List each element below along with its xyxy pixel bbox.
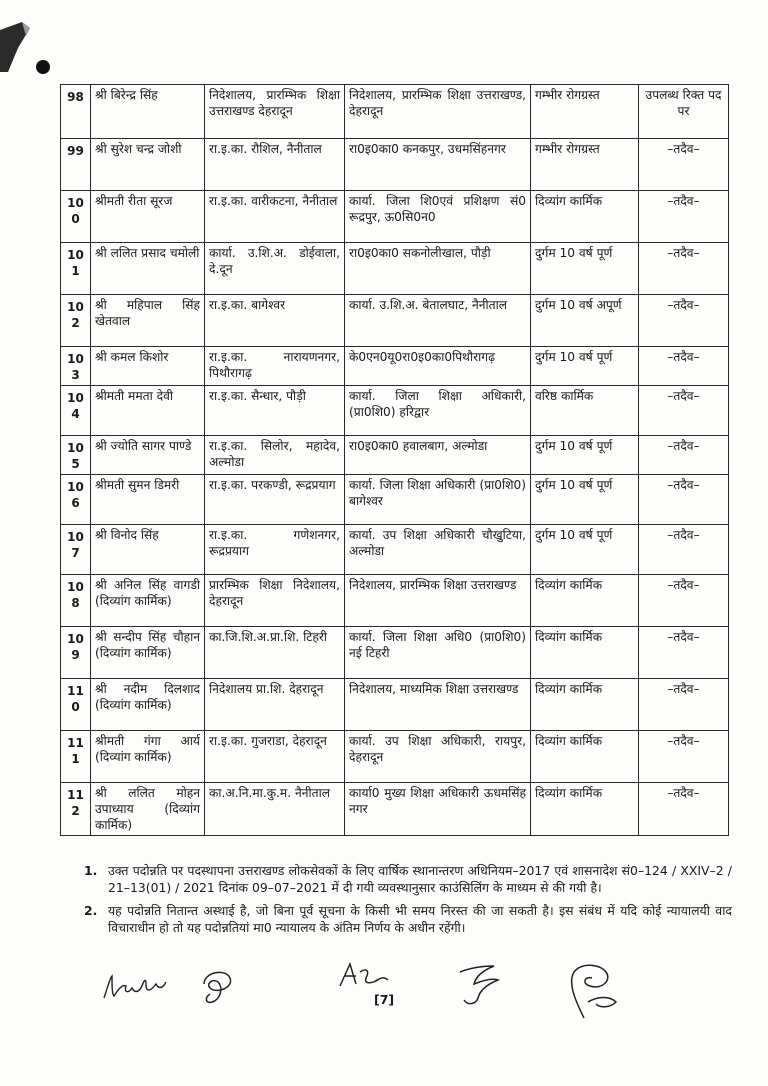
employee-name-cell: श्री ललित मोहन उपाध्याय (दिव्यांग कार्मिक) xyxy=(91,783,205,836)
remark-cell: –तदैव– xyxy=(639,475,729,525)
serial-number-cell: 101 xyxy=(61,243,91,295)
remark-cell: –तदैव– xyxy=(639,575,729,627)
torn-corner-mark xyxy=(0,22,40,72)
employee-name-cell: श्री नदीम दिलशाद (दिव्यांग कार्मिक) xyxy=(91,679,205,731)
signature-3 xyxy=(334,958,394,992)
employee-name-cell: श्री सुरेश चन्द्र जोशी xyxy=(91,139,205,191)
employee-name-cell: श्रीमती रीता सूरज xyxy=(91,191,205,243)
reason-cell: गम्भीर रोगग्रस्त xyxy=(531,85,639,139)
punch-hole xyxy=(36,60,50,74)
new-posting-cell: रा0इ0का0 सकनोलीखाल, पौड़ी xyxy=(345,243,531,295)
serial-number-cell: 102 xyxy=(61,295,91,347)
new-posting-cell: निदेशालय, माध्यमिक शिक्षा उत्तराखण्ड xyxy=(345,679,531,731)
signature-4 xyxy=(454,958,504,1012)
table-row xyxy=(61,139,729,191)
employee-name-cell: श्री ललित प्रसाद चमोली xyxy=(91,243,205,295)
signature-2 xyxy=(196,964,246,1008)
current-posting-cell: निदेशालय, प्रारम्भिक शिक्षा उत्तराखण्ड देहरादून xyxy=(205,85,345,139)
new-posting-cell: कार्या. उ.शि.अ. बेतालघाट, नैनीताल xyxy=(345,295,531,347)
current-posting-cell: रा.इ.का. गणेशनगर, रूद्रप्रयाग xyxy=(205,525,345,575)
serial-number-cell: 104 xyxy=(61,386,91,436)
new-posting-cell: कार्या. जिला शिक्षा अधिकारी, (प्रा0शि0) हरिद्वार xyxy=(345,386,531,436)
current-posting-cell: का.जि.शि.अ.प्रा.शि. टिहरी xyxy=(205,627,345,679)
current-posting-cell: रा.इ.का. वारीकटना, नैनीताल xyxy=(205,191,345,243)
table-row xyxy=(61,475,729,525)
serial-number-cell: 106 xyxy=(61,475,91,525)
page-number: [7] xyxy=(374,992,395,1007)
remark-cell: –तदैव– xyxy=(639,731,729,783)
signature-1 xyxy=(100,968,170,1006)
notes-section xyxy=(84,862,732,942)
employee-name-cell: श्री महिपाल सिंह खेतवाल xyxy=(91,295,205,347)
table-row xyxy=(61,386,729,436)
new-posting-cell: कार्या. उप शिक्षा अधिकारी चौखुटिया, अल्मोडा xyxy=(345,525,531,575)
table-body xyxy=(61,85,729,836)
new-posting-cell: निदेशालय, प्रारम्भिक शिक्षा उत्तराखण्ड, देहरादून xyxy=(345,85,531,139)
serial-number-cell: 111 xyxy=(61,731,91,783)
serial-number-cell: 112 xyxy=(61,783,91,836)
reason-cell: दिव्यांग कार्मिक xyxy=(531,627,639,679)
reason-cell: दिव्यांग कार्मिक xyxy=(531,679,639,731)
note-text: यह पदोन्नति नितान्त अस्थाई है, जो बिना पूर्व सूचना के किसी भी समय निरस्त की जा सकती है। इस संबंध में यदि कोई न्यायालयी वाद विचाराधीन हो तो यह पदोन्नतियां मा0 न्यायालय के अंतिम निर्णय के अधीन रहेंगी। xyxy=(108,903,732,935)
current-posting-cell: रा.इ.का. बागेश्वर xyxy=(205,295,345,347)
reason-cell: गम्भीर रोगग्रस्त xyxy=(531,139,639,191)
remark-cell: –तदैव– xyxy=(639,386,729,436)
remark-cell: उपलब्ध रिक्त पद पर xyxy=(639,85,729,139)
remark-cell: –तदैव– xyxy=(639,525,729,575)
employee-name-cell: श्रीमती सुमन डिमरी xyxy=(91,475,205,525)
current-posting-cell: रा.इ.का. नारायणनगर, पिथौरागढ़ xyxy=(205,347,345,386)
table-row xyxy=(61,783,729,836)
note-number: 2. xyxy=(84,903,98,918)
employee-name-cell: श्री बिरेन्द्र सिंह xyxy=(91,85,205,139)
new-posting-cell: कार्या. जिला शिक्षा अधिकारी (प्रा0शि0) बागेश्वर xyxy=(345,475,531,525)
table-row xyxy=(61,191,729,243)
new-posting-cell: कार्या. जिला शिक्षा अधि0 (प्रा0शि0) नई टिहरी xyxy=(345,627,531,679)
employee-name-cell: श्री अनिल सिंह वागडी (दिव्यांग कार्मिक) xyxy=(91,575,205,627)
reason-cell: दिव्यांग कार्मिक xyxy=(531,783,639,836)
remark-cell: –तदैव– xyxy=(639,627,729,679)
reason-cell: दिव्यांग कार्मिक xyxy=(531,731,639,783)
table-row xyxy=(61,627,729,679)
serial-number-cell: 109 xyxy=(61,627,91,679)
current-posting-cell: रा.इ.का. परकण्डी, रूद्रप्रयाग xyxy=(205,475,345,525)
reason-cell: दुर्गम 10 वर्ष पूर्ण xyxy=(531,436,639,475)
current-posting-cell: रा.इ.का. सिलोर, महादेव, अल्मोडा xyxy=(205,436,345,475)
employee-name-cell: श्री विनोद सिंह xyxy=(91,525,205,575)
remark-cell: –तदैव– xyxy=(639,679,729,731)
current-posting-cell: रा.इ.का. गुजराडा, देहरादून xyxy=(205,731,345,783)
new-posting-cell: रा0इ0का0 कनकपुर, उधमसिंहनगर xyxy=(345,139,531,191)
new-posting-cell: रा0इ0का0 हवालबाग, अल्मोडा xyxy=(345,436,531,475)
reason-cell: दुर्गम 10 वर्ष पूर्ण xyxy=(531,475,639,525)
serial-number-cell: 110 xyxy=(61,679,91,731)
current-posting-cell: रा.इ.का. सैन्धार, पौड़ी xyxy=(205,386,345,436)
table-row xyxy=(61,575,729,627)
note-number: 1. xyxy=(84,863,98,878)
reason-cell: दिव्यांग कार्मिक xyxy=(531,575,639,627)
reason-cell: दुर्गम 10 वर्ष पूर्ण xyxy=(531,243,639,295)
remark-cell: –तदैव– xyxy=(639,783,729,836)
current-posting-cell: रा.इ.का. रौशिल, नैनीताल xyxy=(205,139,345,191)
current-posting-cell: निदेशालय प्रा.शि. देहरादून xyxy=(205,679,345,731)
serial-number-cell: 99 xyxy=(61,139,91,191)
serial-number-cell: 108 xyxy=(61,575,91,627)
current-posting-cell: का.अ.नि.मा.कु.म. नैनीताल xyxy=(205,783,345,836)
promotion-table xyxy=(60,84,729,836)
table-row xyxy=(61,679,729,731)
remark-cell: –तदैव– xyxy=(639,347,729,386)
note-text: उक्त पदोन्नति पर पदस्थापना उत्तराखण्ड लोकसेवकों के लिए वार्षिक स्थानान्तरण अधिनियम–2017 एवं शासनादेश सं0–124 / XXIV–2 / 21–13(01) / 2021 दिनांक 09–07–2021 में दी गयी व्यवस्थानुसार काउंसिलिंग के माध्यम से की गयी है। xyxy=(108,863,732,895)
serial-number-cell: 107 xyxy=(61,525,91,575)
employee-name-cell: श्रीमती गंगा आर्य (दिव्यांग कार्मिक) xyxy=(91,731,205,783)
table-row xyxy=(61,295,729,347)
reason-cell: दुर्गम 10 वर्ष अपूर्ण xyxy=(531,295,639,347)
new-posting-cell: निदेशालय, प्रारम्भिक शिक्षा उत्तराखण्ड xyxy=(345,575,531,627)
remark-cell: –तदैव– xyxy=(639,295,729,347)
new-posting-cell: कार्या. उप शिक्षा अधिकारी, रायपुर, देहरादून xyxy=(345,731,531,783)
table-row xyxy=(61,525,729,575)
table-row xyxy=(61,436,729,475)
serial-number-cell: 105 xyxy=(61,436,91,475)
current-posting-cell: कार्या. उ.शि.अ. डोईवाला, दे.दून xyxy=(205,243,345,295)
employee-name-cell: श्री ज्योति सागर पाण्डे xyxy=(91,436,205,475)
employee-name-cell: श्रीमती ममता देवी xyxy=(91,386,205,436)
serial-number-cell: 98 xyxy=(61,85,91,139)
reason-cell: वरिष्ठ कार्मिक xyxy=(531,386,639,436)
remark-cell: –तदैव– xyxy=(639,243,729,295)
serial-number-cell: 100 xyxy=(61,191,91,243)
employee-name-cell: श्री सन्दीप सिंह चौहान (दिव्यांग कार्मिक) xyxy=(91,627,205,679)
note-1 xyxy=(84,862,732,896)
signature-5 xyxy=(554,958,624,1026)
remark-cell: –तदैव– xyxy=(639,191,729,243)
new-posting-cell: कार्या0 मुख्य शिक्षा अधिकारी ऊधमसिंह नगर xyxy=(345,783,531,836)
remark-cell: –तदैव– xyxy=(639,139,729,191)
reason-cell: दुर्गम 10 वर्ष पूर्ण xyxy=(531,347,639,386)
reason-cell: दुर्गम 10 वर्ष पूर्ण xyxy=(531,525,639,575)
note-2 xyxy=(84,902,732,936)
new-posting-cell: कार्या. जिला शि0एवं प्रशिक्षण सं0 रूद्रपुर, ऊ0सि0न0 xyxy=(345,191,531,243)
table-row xyxy=(61,85,729,139)
employee-name-cell: श्री कमल किशोर xyxy=(91,347,205,386)
current-posting-cell: प्रारम्भिक शिक्षा निदेशालय, देहरादून xyxy=(205,575,345,627)
serial-number-cell: 103 xyxy=(61,347,91,386)
remark-cell: –तदैव– xyxy=(639,436,729,475)
reason-cell: दिव्यांग कार्मिक xyxy=(531,191,639,243)
new-posting-cell: के0एन0यू0रा0इ0का0पिथौरागढ़ xyxy=(345,347,531,386)
table-row xyxy=(61,731,729,783)
table-row xyxy=(61,347,729,386)
table-row xyxy=(61,243,729,295)
